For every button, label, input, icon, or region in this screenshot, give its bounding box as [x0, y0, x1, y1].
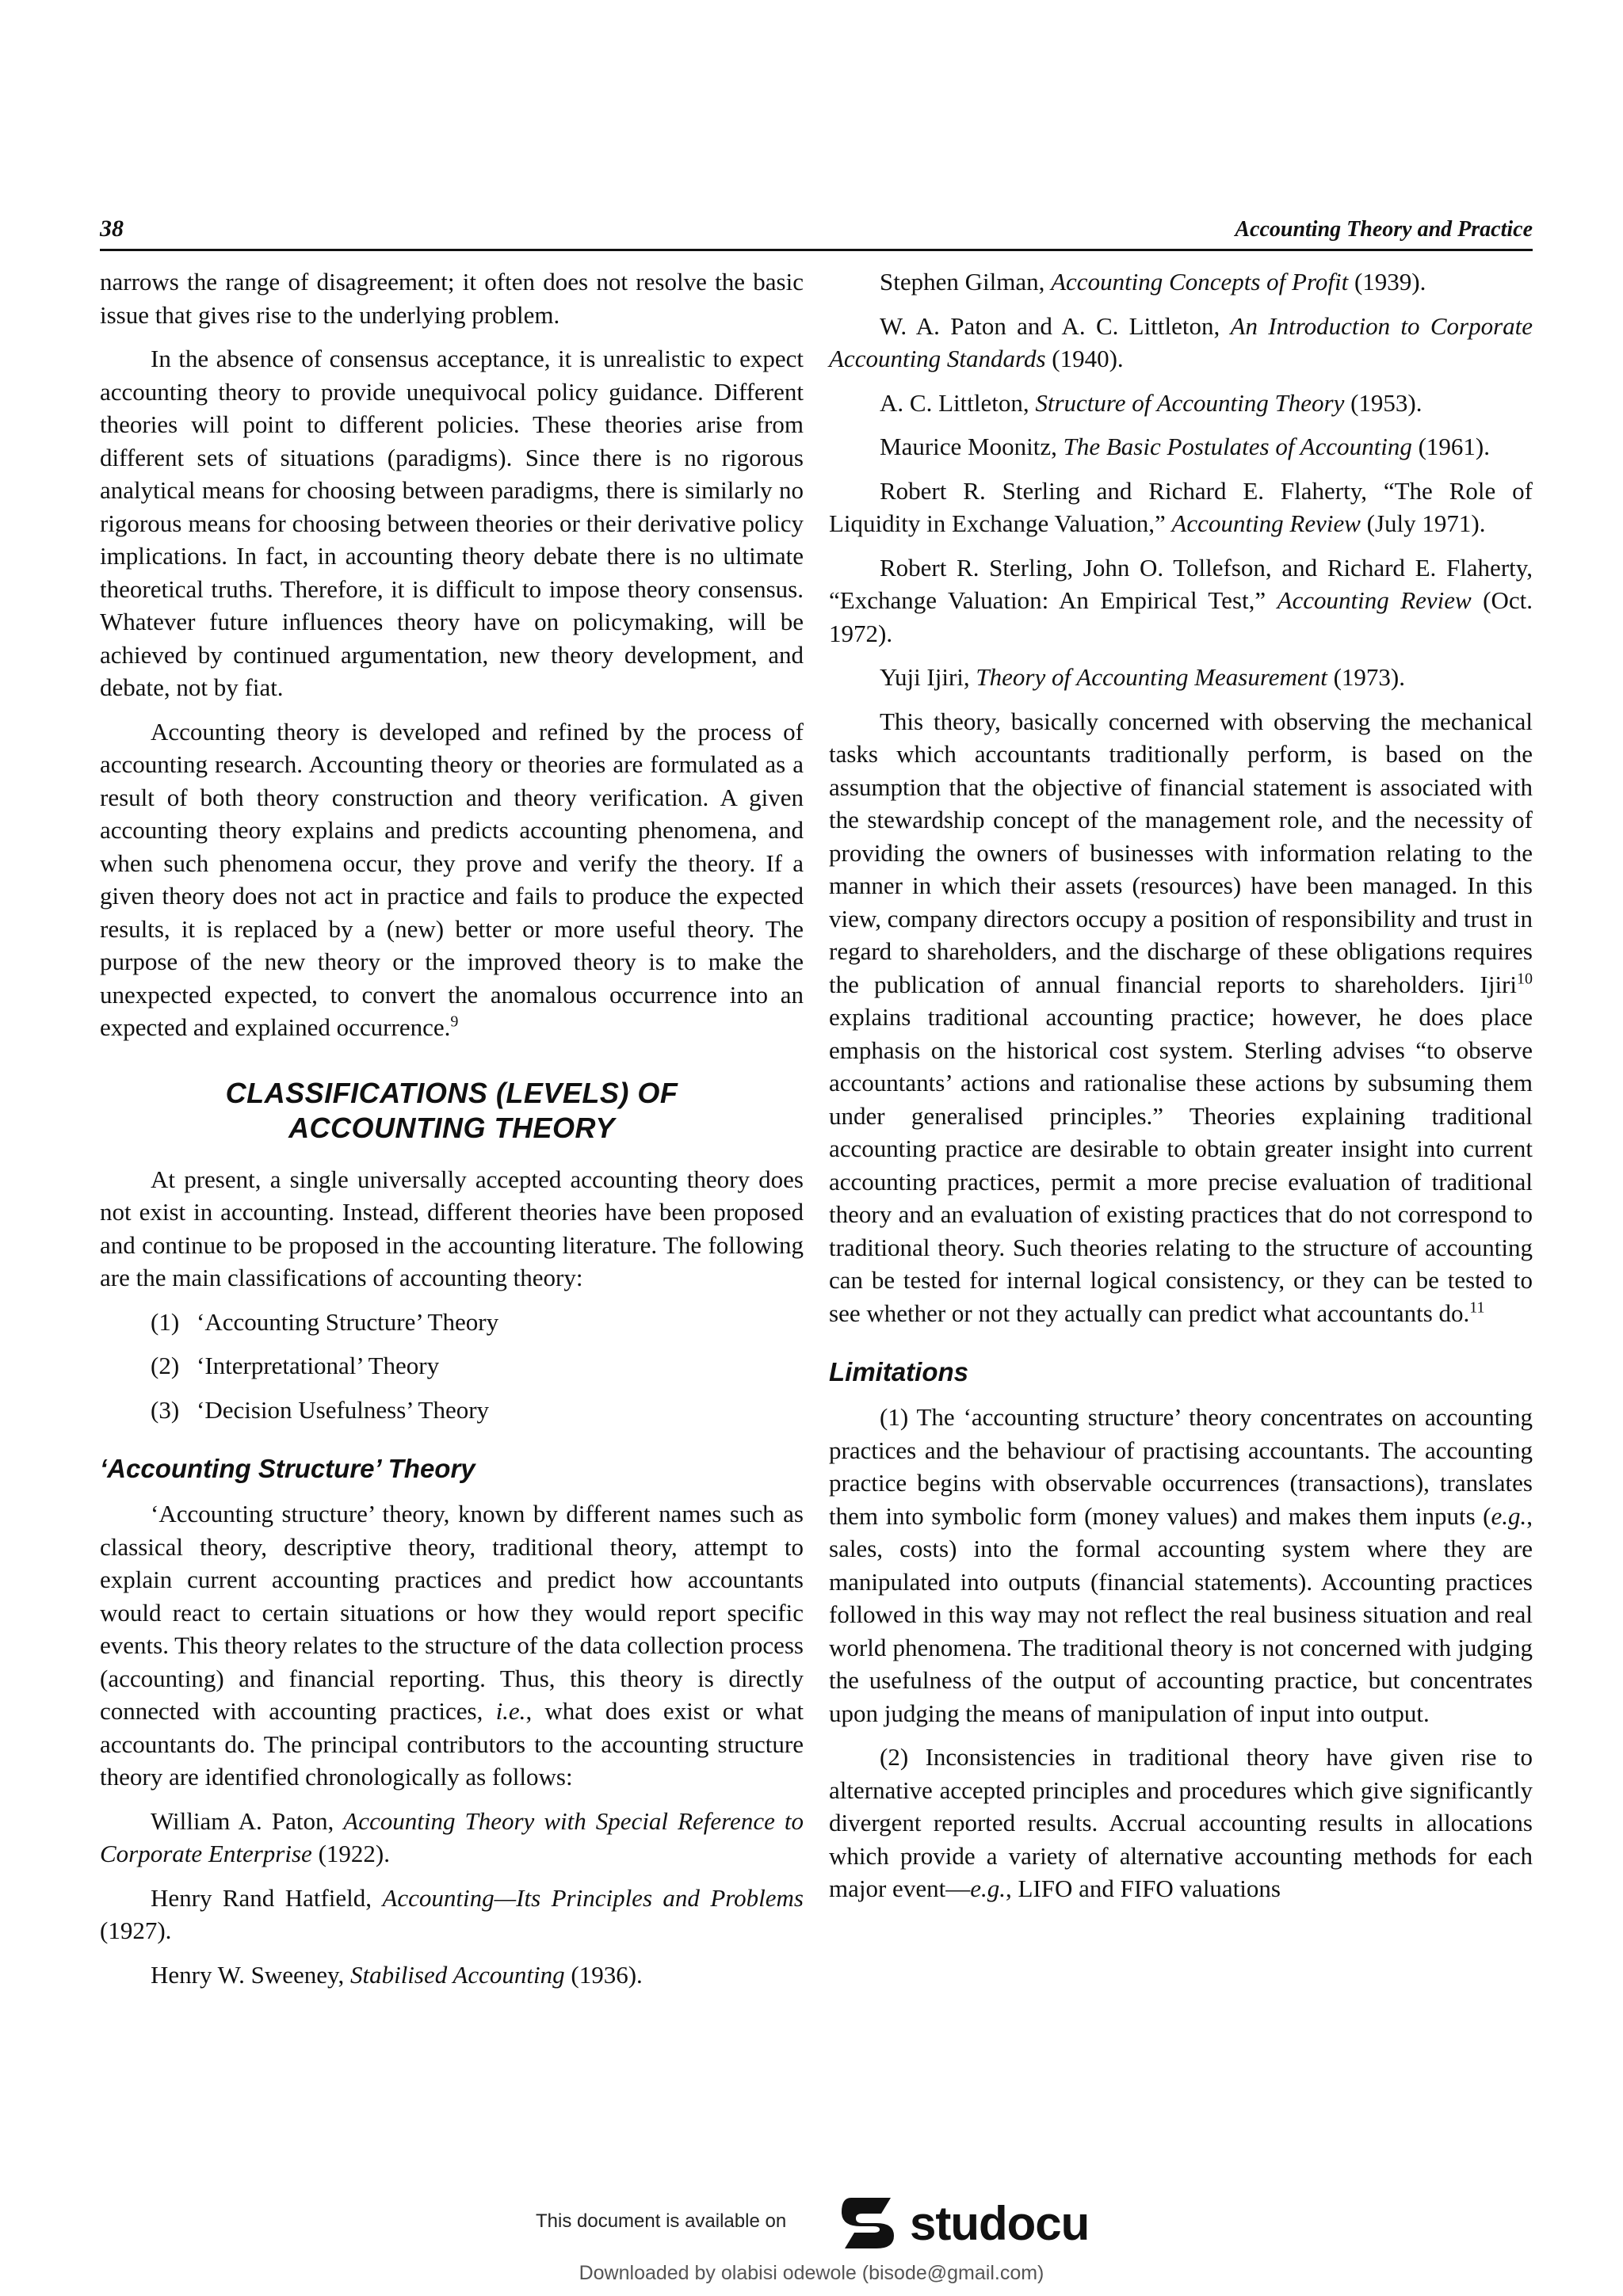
reference-entry: Maurice Moonitz, The Basic Postulates of Accounting (1961).	[880, 433, 1491, 460]
reference-entry: W. A. Paton and A. C. Littleton, An Introduction to Corporate Accounting Standards (1940).	[829, 311, 1533, 372]
download-info: Downloaded by olabisi odewole (bisode@gmail.com)	[579, 2262, 1044, 2284]
limitations-heading: Limitations	[829, 1357, 969, 1386]
paragraph: ‘Accounting structure’ theory, known by different names such as classical theory, descriptive theory, traditional theory, attempt to explain current accounting practices and predict how accountants would react to certain situations or how they would report specific events. This theory relates to the structure of the data collection process (accounting) and financial reporting. Thus, this theory is directly connected with accounting practices, i.e., what does exist or what accountants do. The principal contributors to the accounting structure theory are identified chronologically as follows:	[100, 1500, 804, 1791]
theory-levels-list	[100, 1306, 804, 1427]
reference-entry: A. C. Littleton, Structure of Accounting Theory (1953).	[880, 388, 1423, 417]
reference-entry: Robert R. Sterling, John O. Tollefson, and Richard E. Flaherty, “Exchange Valuation: An Empirical Test,” Accounting Review (Oct. 1972).	[829, 553, 1533, 647]
running-title: Accounting Theory and Practice	[1235, 217, 1533, 242]
available-on-text: This document is available on	[536, 2210, 787, 2232]
paragraph: Accounting theory is developed and refined by the process of accounting research. Accounting theory or theories are formulated as a result of both theory construction and theory verification. A given accounting theory explains and predicts accounting phenomena, and when such phenomena occur, they prove and verify the theory. If a given theory does not act in practice and fails to produce the expected results, it is replaced by a (new) better or more useful theory. The purpose of the new theory or the improved theory is to make the unexpected expected, to convert the anomalous occurrence into an expected and explained occurrence.$^9$	[100, 717, 804, 1041]
paragraph: narrows the range of disagreement; it often does not resolve the basic issue that gives rise to the underlying problem.	[100, 268, 804, 329]
left-column	[100, 265, 804, 2002]
page-number: 38	[100, 215, 124, 242]
reference-entry: William A. Paton, Accounting Theory with Special Reference to Corporate Enterprise (1922).	[100, 1806, 804, 1867]
paragraph: This theory, basically concerned with observing the mechanical tasks which accountants traditionally perform, is based on the assumption that the objective of financial statement is associated with the stewardship concept of the management role, and the necessity of providing the owners of businesses with information relating to the manner in which their assets (resources) have been managed. In this view, company directors occupy a position of responsibility and trust in regard to shareholders, and the discharge of these obligations requires the publication of annual financial reports to shareholders. Ijiri$^{10}$ explains traditional accounting practice; however, he does place emphasis on the historical cost system. Sterling advises “to observe accountants’ actions and rationalise these actions by subsuming them under generalised principles.” Theories explaining traditional accounting practice are desirable to obtain greater insight into current accounting practices, permit a more precise evaluation of traditional theory and an evaluation of existing practices that do not correspond to traditional theory. Such theories relating to the structure of accounting can be tested for internal logical consistency, or they can be tested to see whether or not they actually can predict what accountants do.$^{11}$	[829, 707, 1533, 1327]
studocu-logo-icon	[835, 2193, 902, 2253]
reference-entry: Henry Rand Hatfield, Accounting—Its Principles and Problems (1927).	[100, 1883, 804, 1944]
paragraph: (1) The ‘accounting structure’ theory concentrates on accounting practices and the behaviour of practising accountants. The accounting practice begins with observable occurrences (transactions), translates them into symbolic form (money values) and makes them inputs (e.g., sales, costs) into the formal accounting system where they are manipulated into outputs (financial statements). Accounting practices followed in this way may not reflect the real business situation and real world phenomena. The traditional theory is not concerned with judging the usefulness of the output of accounting practice, but concentrates upon judging the means of manipulation of input into output.	[829, 1403, 1533, 1727]
paragraph: In the absence of consensus acceptance, it is unrealistic to expect accounting theory to provide unequivocal policy guidance. Different theories will point to different policies. These theories arise from different sets of situations (paradigms). Since there is no rigorous analytical means for choosing between paradigms, there is similarly no rigorous means for choosing between theories or their derivative policy implications. In fact, in accounting theory debate there is no ultimate theoretical truths. Therefore, it is difficult to impose theory consensus. Whatever future influences theory have on policymaking, will be achieved by continued argumentation, new theory development, and debate, not by fiat.	[100, 345, 804, 701]
reference-entry: Stephen Gilman, Accounting Concepts of Profit (1939).	[880, 268, 1426, 296]
footnote-ref: 9	[450, 1013, 459, 1031]
right-column	[829, 265, 1533, 1917]
studocu-logo[interactable]	[835, 2193, 1121, 2253]
subheading: ‘Accounting Structure’ Theory	[100, 1454, 475, 1483]
reference-entry: Yuji Ijiri, Theory of Accounting Measurement (1973).	[880, 663, 1405, 691]
paragraph: At present, a single universally accepted accounting theory does not exist in accounting. Instead, different theories have been proposed and continue to be proposed in the accounting literature. The following are the main classifications of accounting theory:	[100, 1165, 804, 1291]
list-item: (3) ‘Decision Usefulness’ Theory	[151, 1395, 490, 1424]
section-heading: CLASSIFICATIONS (LEVELS) OF ACCOUNTING THEORY	[225, 1076, 678, 1144]
studocu-wordmark: studocu	[910, 2197, 1090, 2250]
reference-entry: Robert R. Sterling and Richard E. Flaherty, “The Role of Liquidity in Exchange Valuation,” Accounting Review (July 1971).	[829, 476, 1533, 537]
footnote-ref: 11	[1469, 1299, 1485, 1317]
paragraph: (2) Inconsistencies in traditional theory have given rise to alternative accepted principles and procedures which give significantly divergent reported results. Accrual accounting results in allocations which provide a variety of alternative accounting methods for each major event—e.g., LIFO and FIFO valuations	[829, 1743, 1533, 1902]
list-item: (2) ‘Interpretational’ Theory	[151, 1352, 440, 1379]
footnote-ref: 10	[1517, 970, 1533, 988]
reference-entry: Henry W. Sweeney, Stabilised Accounting (1936).	[151, 1960, 643, 1989]
list-item: (1) ‘Accounting Structure’ Theory	[151, 1307, 499, 1336]
page-header	[100, 212, 1533, 251]
